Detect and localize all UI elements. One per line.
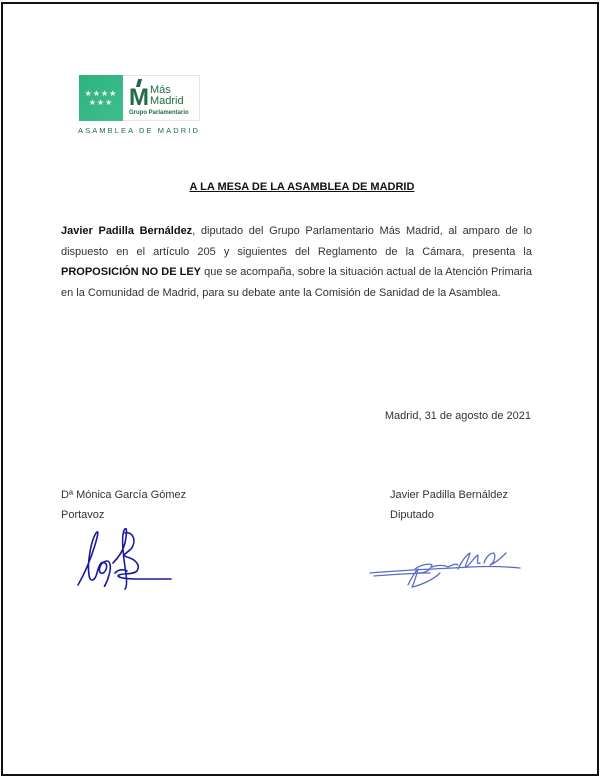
signatory-right [390, 485, 508, 525]
signature-right [360, 543, 535, 595]
signatory-role: Diputado [390, 509, 435, 521]
document-date: Madrid, 31 de agosto de 2021 [384, 410, 531, 422]
stars-icon: ★★★★ [84, 89, 118, 98]
logo-green-panel [79, 75, 123, 121]
logo-brand-panel [123, 75, 200, 121]
stars-icon: ★★★ [88, 98, 114, 107]
signatory-left [61, 485, 186, 525]
document-heading: A LA MESA DE LA ASAMBLEA DE MADRID [189, 181, 415, 193]
logo-m-mark: M [129, 84, 149, 111]
logo-brand-line1: Más [150, 84, 171, 96]
document-body [61, 221, 532, 303]
author-name: Javier Padilla Bernáldez [61, 225, 193, 237]
signatory-name: Dª Mónica García Gómez [61, 489, 187, 501]
proposal-type: PROPOSICIÓN NO DE LEY [61, 266, 202, 278]
logo-brand-line2: Madrid [150, 95, 184, 107]
signatory-name: Javier Padilla Bernáldez [390, 489, 509, 501]
body-text-2: que se acompaña, sobre la situación actual de la Atención Primaria en la Comunidad de Madrid, para su debate ante la Comisión de Sanidad de la Asamblea. [61, 266, 532, 299]
signature-left [75, 523, 180, 593]
mas-madrid-logo [79, 75, 200, 121]
assembly-name: ASAMBLEA DE MADRID [78, 126, 200, 135]
logo-subtitle: Grupo Parlamentario [129, 110, 189, 116]
signatory-role: Portavoz [61, 509, 105, 521]
body-text-1: , diputado del Grupo Parlamentario Más Madrid, al amparo de lo dispuesto en el artículo 205 y siguientes del Reglamento de la Cámara, presenta la [61, 225, 532, 258]
